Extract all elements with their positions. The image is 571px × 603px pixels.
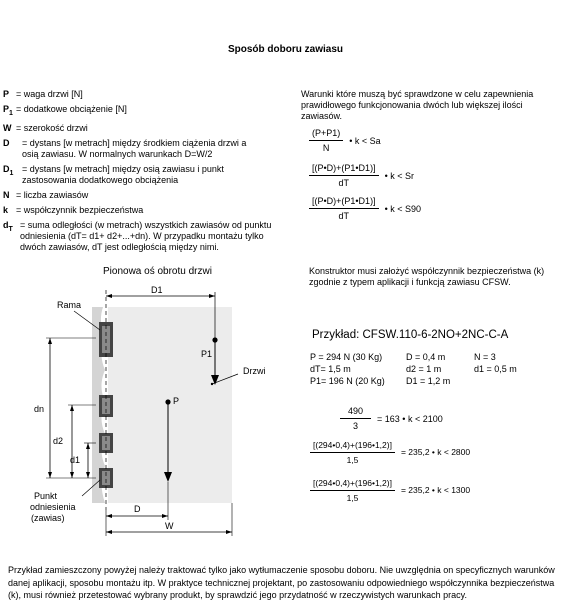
- label-rama: Rama: [57, 300, 82, 310]
- fraction-numerator: [(P•D)+(P1•D1)]: [309, 196, 379, 209]
- diagram-heading: Pionowa oś obrotu drzwi: [103, 266, 212, 277]
- example-cell: d1 = 0,5 m: [474, 364, 517, 374]
- example-row: [310, 376, 565, 387]
- example-cell: N = 3: [474, 352, 496, 362]
- fraction-denominator: 1,5: [346, 454, 359, 465]
- def-text: = szerokość drzwi: [16, 122, 88, 133]
- example-calc-3: [310, 478, 470, 503]
- fraction-denominator: dT: [338, 178, 350, 188]
- example-cell: P1= 196 N (20 Kg): [310, 376, 385, 386]
- fraction-denominator: 3: [353, 421, 359, 431]
- def-text: = suma odległości (w metrach) wszystkich zawiasów od punktu odniesienia (dT= d1+ d2+...+dn). W przypadku montażu tylko dwóch zawiasów, dT jest odległością między nimi.: [20, 219, 272, 252]
- example-values: [310, 352, 565, 387]
- formula-relation: • k < Sr: [384, 170, 414, 181]
- label-P: P: [173, 396, 180, 406]
- footer-note: Przykład zamieszczony powyżej należy traktować tylko jako wytłumaczenie sposobu doboru. Nie uwzględnia on specyficznych warunków danej aplikacji, sposobu montażu itp. W praktyce technicznej projektant, po zastosowaniu odpowiedniego współczynnika bezpieczeństwa (k), musi również przetestować wybrany produkt, by sprawdzić jego przydatność w rzeczywistych warunkach pracy.: [8, 565, 555, 600]
- label-D1: D1: [151, 285, 163, 295]
- fraction-numerator: [(P•D)+(P1•D1)]: [309, 163, 379, 176]
- def-text: = dystans [w metrach] między środkiem ciążenia drzwi a osią zawiasu. W normalnych warunkach D=W/2: [22, 137, 247, 159]
- def-symbol: $P_1$: [3, 104, 13, 117]
- fraction-denominator: 1,5: [346, 492, 359, 503]
- label-punkt: Punkt: [34, 491, 58, 501]
- def-symbol: P: [3, 89, 10, 99]
- label-D: D: [134, 504, 141, 514]
- example-cell: P = 294 N (30 Kg): [310, 352, 383, 362]
- def-symbol: $D_1$: [3, 163, 14, 177]
- formula-relation: = 163 • k < 2100: [377, 413, 443, 424]
- example-row: [310, 364, 565, 375]
- def-text: = liczba zawiasów: [16, 189, 89, 200]
- example-cell: d2 = 1 m: [406, 364, 442, 374]
- example-title: Przykład: CFSW.110-6-2NO+2NC-C-A: [312, 329, 509, 341]
- example-cell: D = 0,4 m: [406, 352, 446, 362]
- def-text: = waga drzwi [N]: [16, 89, 83, 99]
- hinge-reference: [99, 468, 113, 488]
- conditions-intro: Warunki które muszą być sprawdzone w celu zapewnienia prawidłowego funkcjonowania dwóch lub większej ilości zawiasów.: [301, 89, 534, 121]
- formula-relation: • k < S90: [384, 203, 421, 214]
- def-symbol: W: [3, 122, 12, 133]
- def-symbol: N: [3, 189, 10, 200]
- def-text: = dystans [w metrach] między osią zawiasu i punkt zastosowania dodatkowego obciążenia: [22, 163, 224, 185]
- fraction-numerator: 490: [340, 406, 371, 419]
- label-dn: dn: [34, 404, 45, 414]
- example-cell: D1 = 1,2 m: [406, 376, 451, 386]
- fraction-numerator: [(294•0,4)+(196•1,2)]: [310, 440, 395, 453]
- label-drzwi: Drzwi: [243, 366, 266, 376]
- def-text: = współczynnik bezpieczeństwa: [16, 204, 144, 215]
- page-title: Sposób doboru zawiasu: [227, 44, 343, 55]
- fraction-denominator: N: [322, 143, 330, 153]
- example-cell: dT= 1,5 m: [310, 364, 351, 374]
- formula-relation: = 235,2 • k < 1300: [400, 485, 471, 496]
- def-text: = dodatkowe obciążenie [N]: [16, 104, 127, 114]
- label-d2: d2: [53, 436, 64, 446]
- example-calc-2: [310, 440, 470, 465]
- def-symbol: D: [3, 137, 10, 148]
- def-symbol: $d_T$: [3, 219, 13, 233]
- label-W: W: [165, 521, 174, 531]
- def-symbol: k: [3, 204, 9, 215]
- fraction-numerator: [(294•0,4)+(196•1,2)]: [310, 478, 395, 491]
- example-calc-1: [340, 406, 443, 432]
- hinge-lower: [99, 433, 113, 453]
- example-row: [310, 352, 565, 363]
- label-P1: P1: [201, 349, 213, 359]
- formula-relation: • k < Sa: [349, 135, 381, 146]
- constructor-note: Konstruktor musi założyć współczynnik bezpieczeństwa (k) zgodnie z typem aplikacji i funkcją zawiasu CFSW.: [309, 266, 545, 287]
- label-odniesienia: odniesienia: [30, 502, 76, 512]
- label-d1: d1: [70, 455, 81, 465]
- formula-relation: = 235,2 • k < 2800: [400, 447, 471, 458]
- fraction-denominator: dT: [338, 211, 350, 221]
- fraction-numerator: (P+P1): [309, 128, 343, 141]
- label-zawias: (zawias): [31, 513, 65, 523]
